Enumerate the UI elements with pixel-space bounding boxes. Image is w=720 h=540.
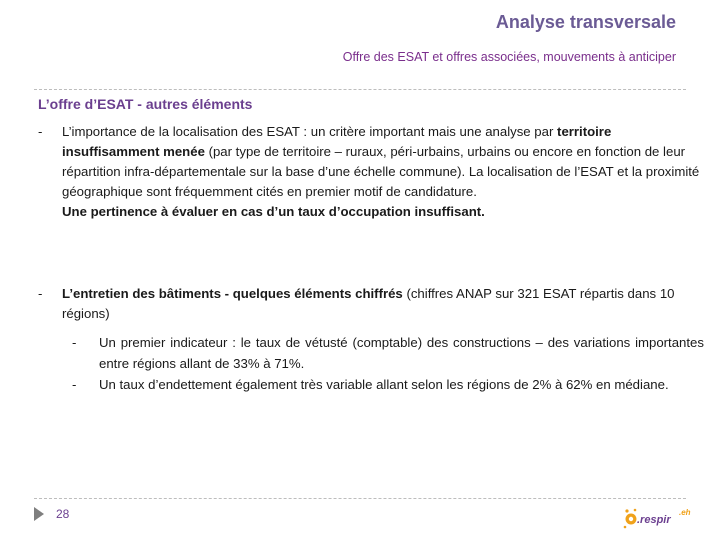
sub-bullet-dash: - — [72, 335, 77, 350]
bullet-text-part1: L’importance de la localisation des ESAT : un critère important mais une analyse par — [62, 124, 558, 139]
respir-logo — [622, 500, 702, 534]
top-divider — [34, 89, 686, 90]
bullet-text-part2: (par type de territoire – ruraux, péri-urbains, urbains ou encore en fonction de leur répartition infra-départementale sur la base d’une échelle commune). La localisation de l’ESAT et la proximité géographique sont fréquemment cités en premier motif de candidature. — [62, 144, 700, 199]
bullet-conclusion: Une pertinence à évaluer en cas d’un taux d’occupation insuffisant. — [62, 204, 485, 219]
bullet-bold-text: L’entretien des bâtiments - quelques éléments chiffrés — [62, 286, 403, 301]
bullet-bold-text: territoire insuffisamment menée — [62, 124, 612, 159]
sub-bullet-text: Un premier indicateur : le taux de vétusté (comptable) des constructions – des variations importantes entre régions allant de 33% à 71%. — [99, 335, 704, 371]
footer-arrow-icon — [34, 507, 44, 521]
slide-subtitle: Offre des ESAT et offres associées, mouvements à anticiper — [342, 50, 676, 64]
bullet-text — [62, 122, 708, 222]
page-number: 28 — [56, 507, 70, 521]
svg-text:.eh: .eh — [679, 508, 691, 517]
bullet-dash: - — [38, 286, 43, 301]
sub-bullet-vetuste — [72, 332, 704, 374]
slide-title: Analyse transversale — [495, 12, 676, 32]
sub-bullet-text: Un taux d’endettement également très variable allant selon les régions de 2% à 62% en médiane. — [99, 377, 669, 392]
section-heading: L’offre d’ESAT - autres éléments — [38, 96, 253, 112]
sub-bullet-endettement — [72, 374, 704, 395]
bullet-dash: - — [38, 124, 43, 139]
bottom-divider — [34, 498, 686, 499]
bullet-text-part2: (chiffres ANAP sur 321 ESAT répartis dans 10 régions) — [62, 286, 675, 321]
sub-bullet-list — [72, 332, 704, 395]
sub-bullet-dash: - — [72, 377, 77, 392]
bullet-text — [62, 284, 704, 324]
svg-text:.respir: .respir — [637, 514, 671, 526]
